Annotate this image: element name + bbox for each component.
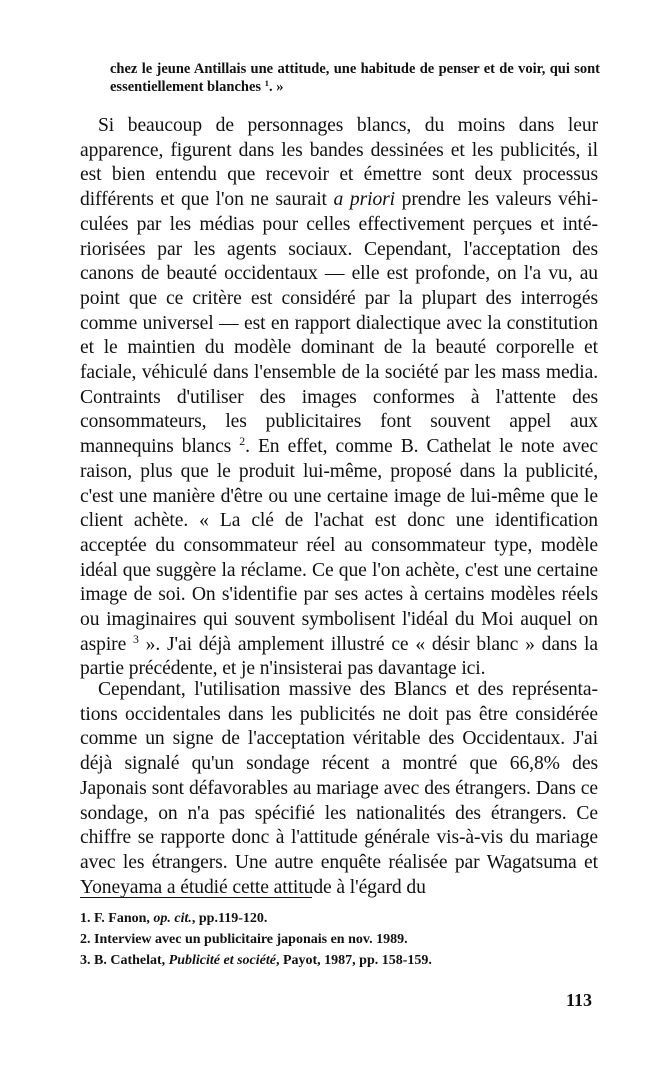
paragraph-2: Cependant, l'utilisation massive des Blancs et des représentations occidentales dans les publicités ne doit pas être considérée comme un signe de l'acceptation véritable des Occidentaux. J'ai déjà signalé qu'un sondage récent a montré que 66,8% des Japonais sont défavorables au mariage avec des étrangers. Dans ce sondage, on n'a pas spécifié les nationalités des étrangers. Ce chiffre se rapporte donc à l'attitude générale vis-à-vis du mariage avec les étrangers. Une autre enquête réalisée par Wagatsuma et Yoneyama a étudié cette attitude à l'égard du bbox=[80, 679, 598, 898]
block-quote bbox=[110, 60, 600, 96]
paragraph-1 bbox=[80, 114, 598, 682]
footnote-divider bbox=[80, 897, 312, 898]
footnote-ref-2[interactable]: 2 bbox=[239, 435, 246, 449]
quote-text: chez le jeune Antillais une attitude, une habitude de penser et de voir, qui sont essentiellement blanches bbox=[110, 61, 600, 95]
footnote-italic: op. cit. bbox=[153, 911, 192, 926]
footnote-text: Interview avec un publicitaire japonais en nov. 1989. bbox=[94, 932, 408, 947]
footnote-text: B. Cathelat, bbox=[94, 953, 169, 968]
footnote-number: 1. bbox=[80, 911, 94, 926]
page-number: 113 bbox=[566, 990, 593, 1010]
footnote-italic: Publicité et société bbox=[168, 953, 276, 968]
footnotes bbox=[80, 908, 600, 971]
footnote-text: F. Fanon, bbox=[94, 911, 154, 926]
footnote-3 bbox=[80, 950, 600, 971]
footnote-number: 3. bbox=[80, 953, 94, 968]
footnote-text-end: , Payot, 1987, pp. 158-159. bbox=[275, 953, 432, 968]
footnote-2 bbox=[80, 929, 600, 950]
paragraph-1-part-2: prendre les valeurs véhiculées par les médias pour celles effectivement perçues et intériorisées par les agents sociaux. Cependant, l'acceptation des canons de beauté occidentaux — elle est profonde, on l'a vu, au point que ce critère est considéré par la plupart des interrogés comme universel — est en rapport dialectique avec la constitution et le maintien du modèle dominant de la beauté corporelle et faciale, véhiculé dans l'ensemble de la société par les mass media. Contraints d'utiliser des images conformes à l'attente des consommateurs, les publicitaires font souvent appel aux mannequins blancs bbox=[80, 189, 598, 458]
footnote-1 bbox=[80, 908, 600, 929]
footnote-number: 2. bbox=[80, 932, 94, 947]
paragraph-1-part-4: ». J'ai déjà amplement illustré ce « désir blanc » dans la partie précédente, et je n'insisterai pas davantage ici. bbox=[80, 633, 598, 680]
paragraph-1-part-3: . En effet, comme B. Cathelat le note avec raison, plus que le produit lui-même, proposé dans la publicité, c'est une manière d'être ou une certaine image de lui-même que le client achète. « La clé de l'achat est donc une identification acceptée du consommateur réel au consommateur type, modèle idéal que suggère la réclame. Ce que l'on achète, c'est une certaine image de soi. On s'identifie par ses actes à certains modèles réels ou imaginaires qui souvent symbolisent l'idéal du Moi auquel on aspire bbox=[80, 436, 598, 655]
footnote-ref-3[interactable]: 3 bbox=[133, 632, 139, 646]
footnote-ref-1[interactable]: 1 bbox=[264, 77, 269, 88]
italic-a-priori: a priori bbox=[333, 189, 396, 211]
footnote-text-end: , pp.119-120. bbox=[191, 911, 268, 926]
paragraph-1-part-1: Si beaucoup de personnages blancs, du moins dans leur apparence, figurent dans les bandes dessinées et les publicités, il est bien entendu que recevoir et émettre sont deux processus différents et que l'on ne saurait bbox=[80, 115, 598, 211]
quote-closing: . » bbox=[269, 79, 284, 95]
